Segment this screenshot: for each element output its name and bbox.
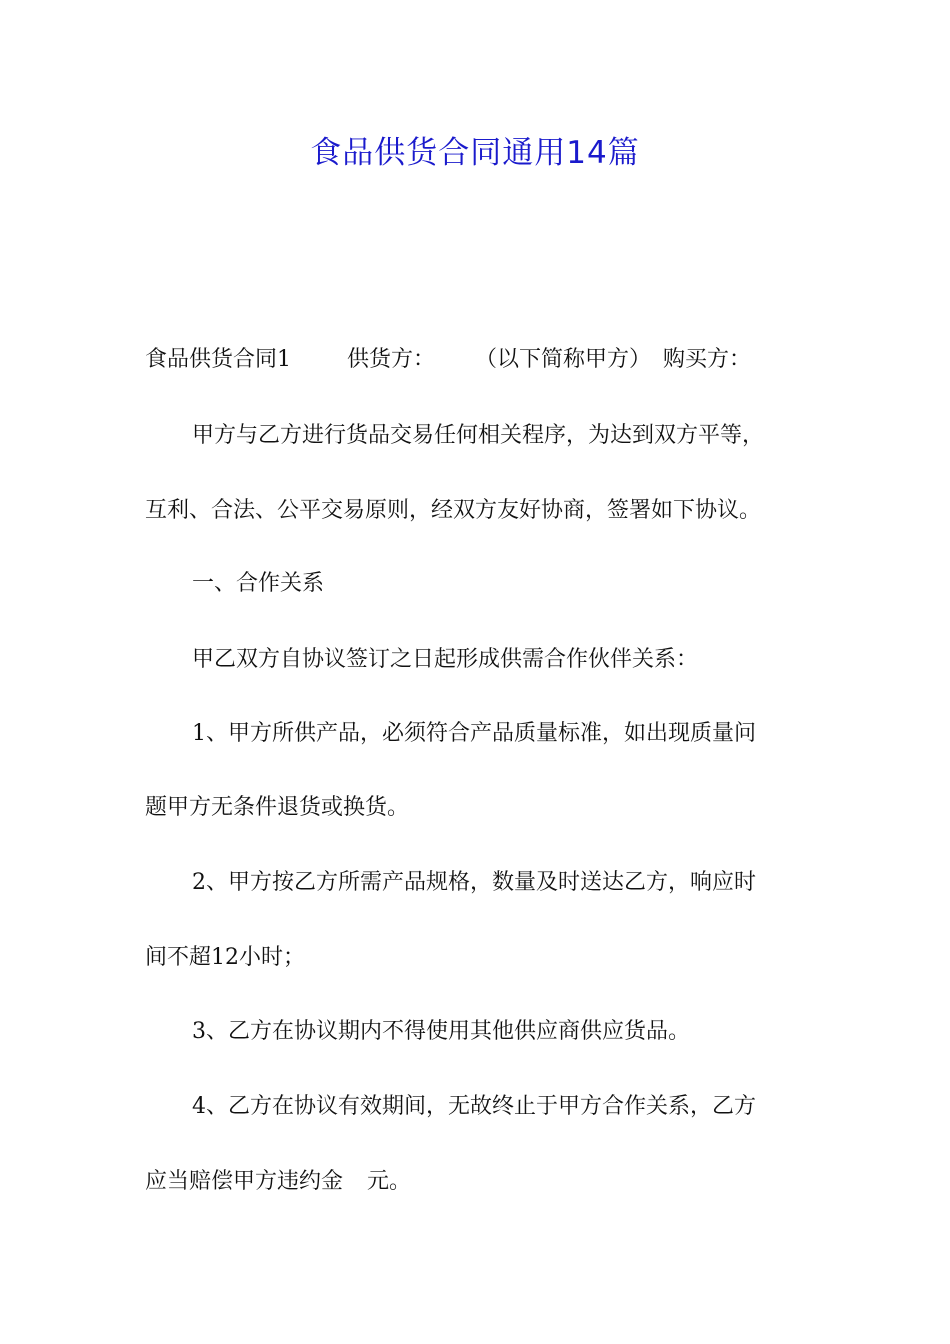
clause-line: 4、乙方在协议有效期间，无故终止于甲方合作关系，乙方 [192,1094,756,1119]
clause-line-with-blank [145,1164,815,1200]
document-title: 食品供货合同通用14篇 [310,135,640,171]
contract-header-line [145,342,815,378]
contract-name: 食品供货合同1 [145,347,291,372]
clause-line: 题甲方无条件退货或换货。 [145,795,410,820]
penalty-text: 应当赔偿甲方违约金 [145,1169,344,1194]
abbreviation-label: （以下简称甲方） [475,347,652,372]
paragraph-line: 甲方与乙方进行货品交易任何相关程序，为达到双方平等， [192,423,765,448]
section-heading: 一、合作关系 [192,571,325,596]
clause-line: 3、乙方在协议期内不得使用其他供应商供应货品。 [192,1019,690,1044]
paragraph-line: 互利、合法、公平交易原则，经双方友好协商，签署如下协议。 [145,498,762,523]
supplier-label: 供货方： [347,347,436,372]
clause-line: 间不超12小时； [145,945,305,970]
paragraph-line: 甲乙双方自协议签订之日起形成供需合作伙伴关系： [192,647,699,672]
clause-line: 1、甲方所供产品，必须符合产品质量标准，如出现质量问 [192,721,756,746]
clause-line: 2、甲方按乙方所需产品规格，数量及时送达乙方，响应时 [192,870,756,895]
currency-unit: 元。 [367,1169,412,1194]
buyer-label: 购买方： [663,347,752,372]
